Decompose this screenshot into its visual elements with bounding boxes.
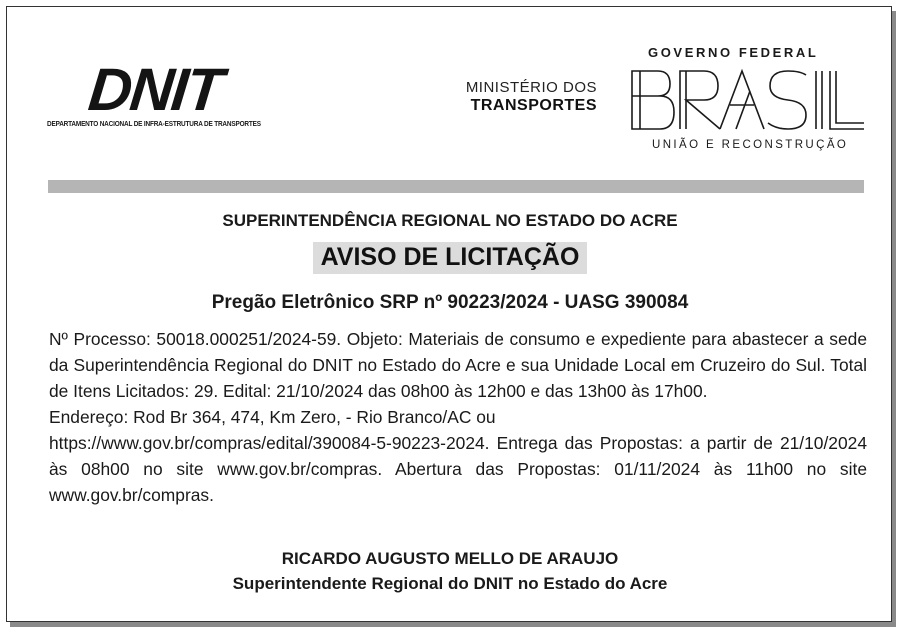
ministerio-line2: TRANSPORTES	[470, 97, 597, 114]
notice-paragraph-2-line1: Endereço: Rod Br 364, 474, Km Zero, - Rio Branco/AC ou	[49, 407, 496, 427]
aviso-title-wrap	[7, 242, 893, 274]
header-divider	[48, 180, 864, 193]
notice-body	[49, 326, 867, 508]
aviso-title: AVISO DE LICITAÇÃO	[313, 242, 588, 274]
notice-paragraph-1: Nº Processo: 50018.000251/2024-59. Objeto: Materiais de consumo e expediente para abastecer a sede da Superintendência Regional do DNIT no Estado do Acre e sua Unidade Local em Cruzeiro do Sul. Total de Itens Licitados: 29. Edital: 21/10/2024 das 08h00 às 12h00 e das 13h00 às 17h00.	[49, 329, 867, 401]
governo-federal-text: GOVERNO FEDERAL	[648, 45, 819, 60]
ministerio-logo	[443, 79, 597, 115]
governo-federal-logo	[624, 45, 869, 155]
signer-name: RICARDO AUGUSTO MELLO DE ARAUJO	[281, 549, 619, 568]
dnit-logo	[47, 56, 287, 139]
brasil-wordmark-icon	[630, 67, 866, 133]
dnit-logo-text: DNIT	[85, 56, 225, 123]
uniao-reconstrucao-text: UNIÃO E RECONSTRUÇÃO	[652, 139, 849, 151]
superintendencia-heading: SUPERINTENDÊNCIA REGIONAL NO ESTADO DO ACRE	[222, 211, 678, 230]
ministerio-line1: MINISTÉRIO DOS	[465, 79, 597, 96]
notice-paragraph-2-rest: https://www.gov.br/compras/edital/390084-5-90223-2024. Entrega das Propostas: a partir de 21/10/2024 às 08h00 no site www.gov.br/compras. Abertura das Propostas: 01/11/2024 às 11h00 no site www.gov.br/compras.	[49, 433, 867, 505]
notice-frame	[6, 6, 892, 622]
pregao-subtitle: Pregão Eletrônico SRP nº 90223/2024 - UASG 390084	[211, 292, 689, 313]
dnit-logo-subtitle: DEPARTAMENTO NACIONAL DE INFRA-ESTRUTURA DE TRANSPORTES	[47, 121, 261, 128]
signer-role: Superintendente Regional do DNIT no Estado do Acre	[232, 574, 668, 593]
